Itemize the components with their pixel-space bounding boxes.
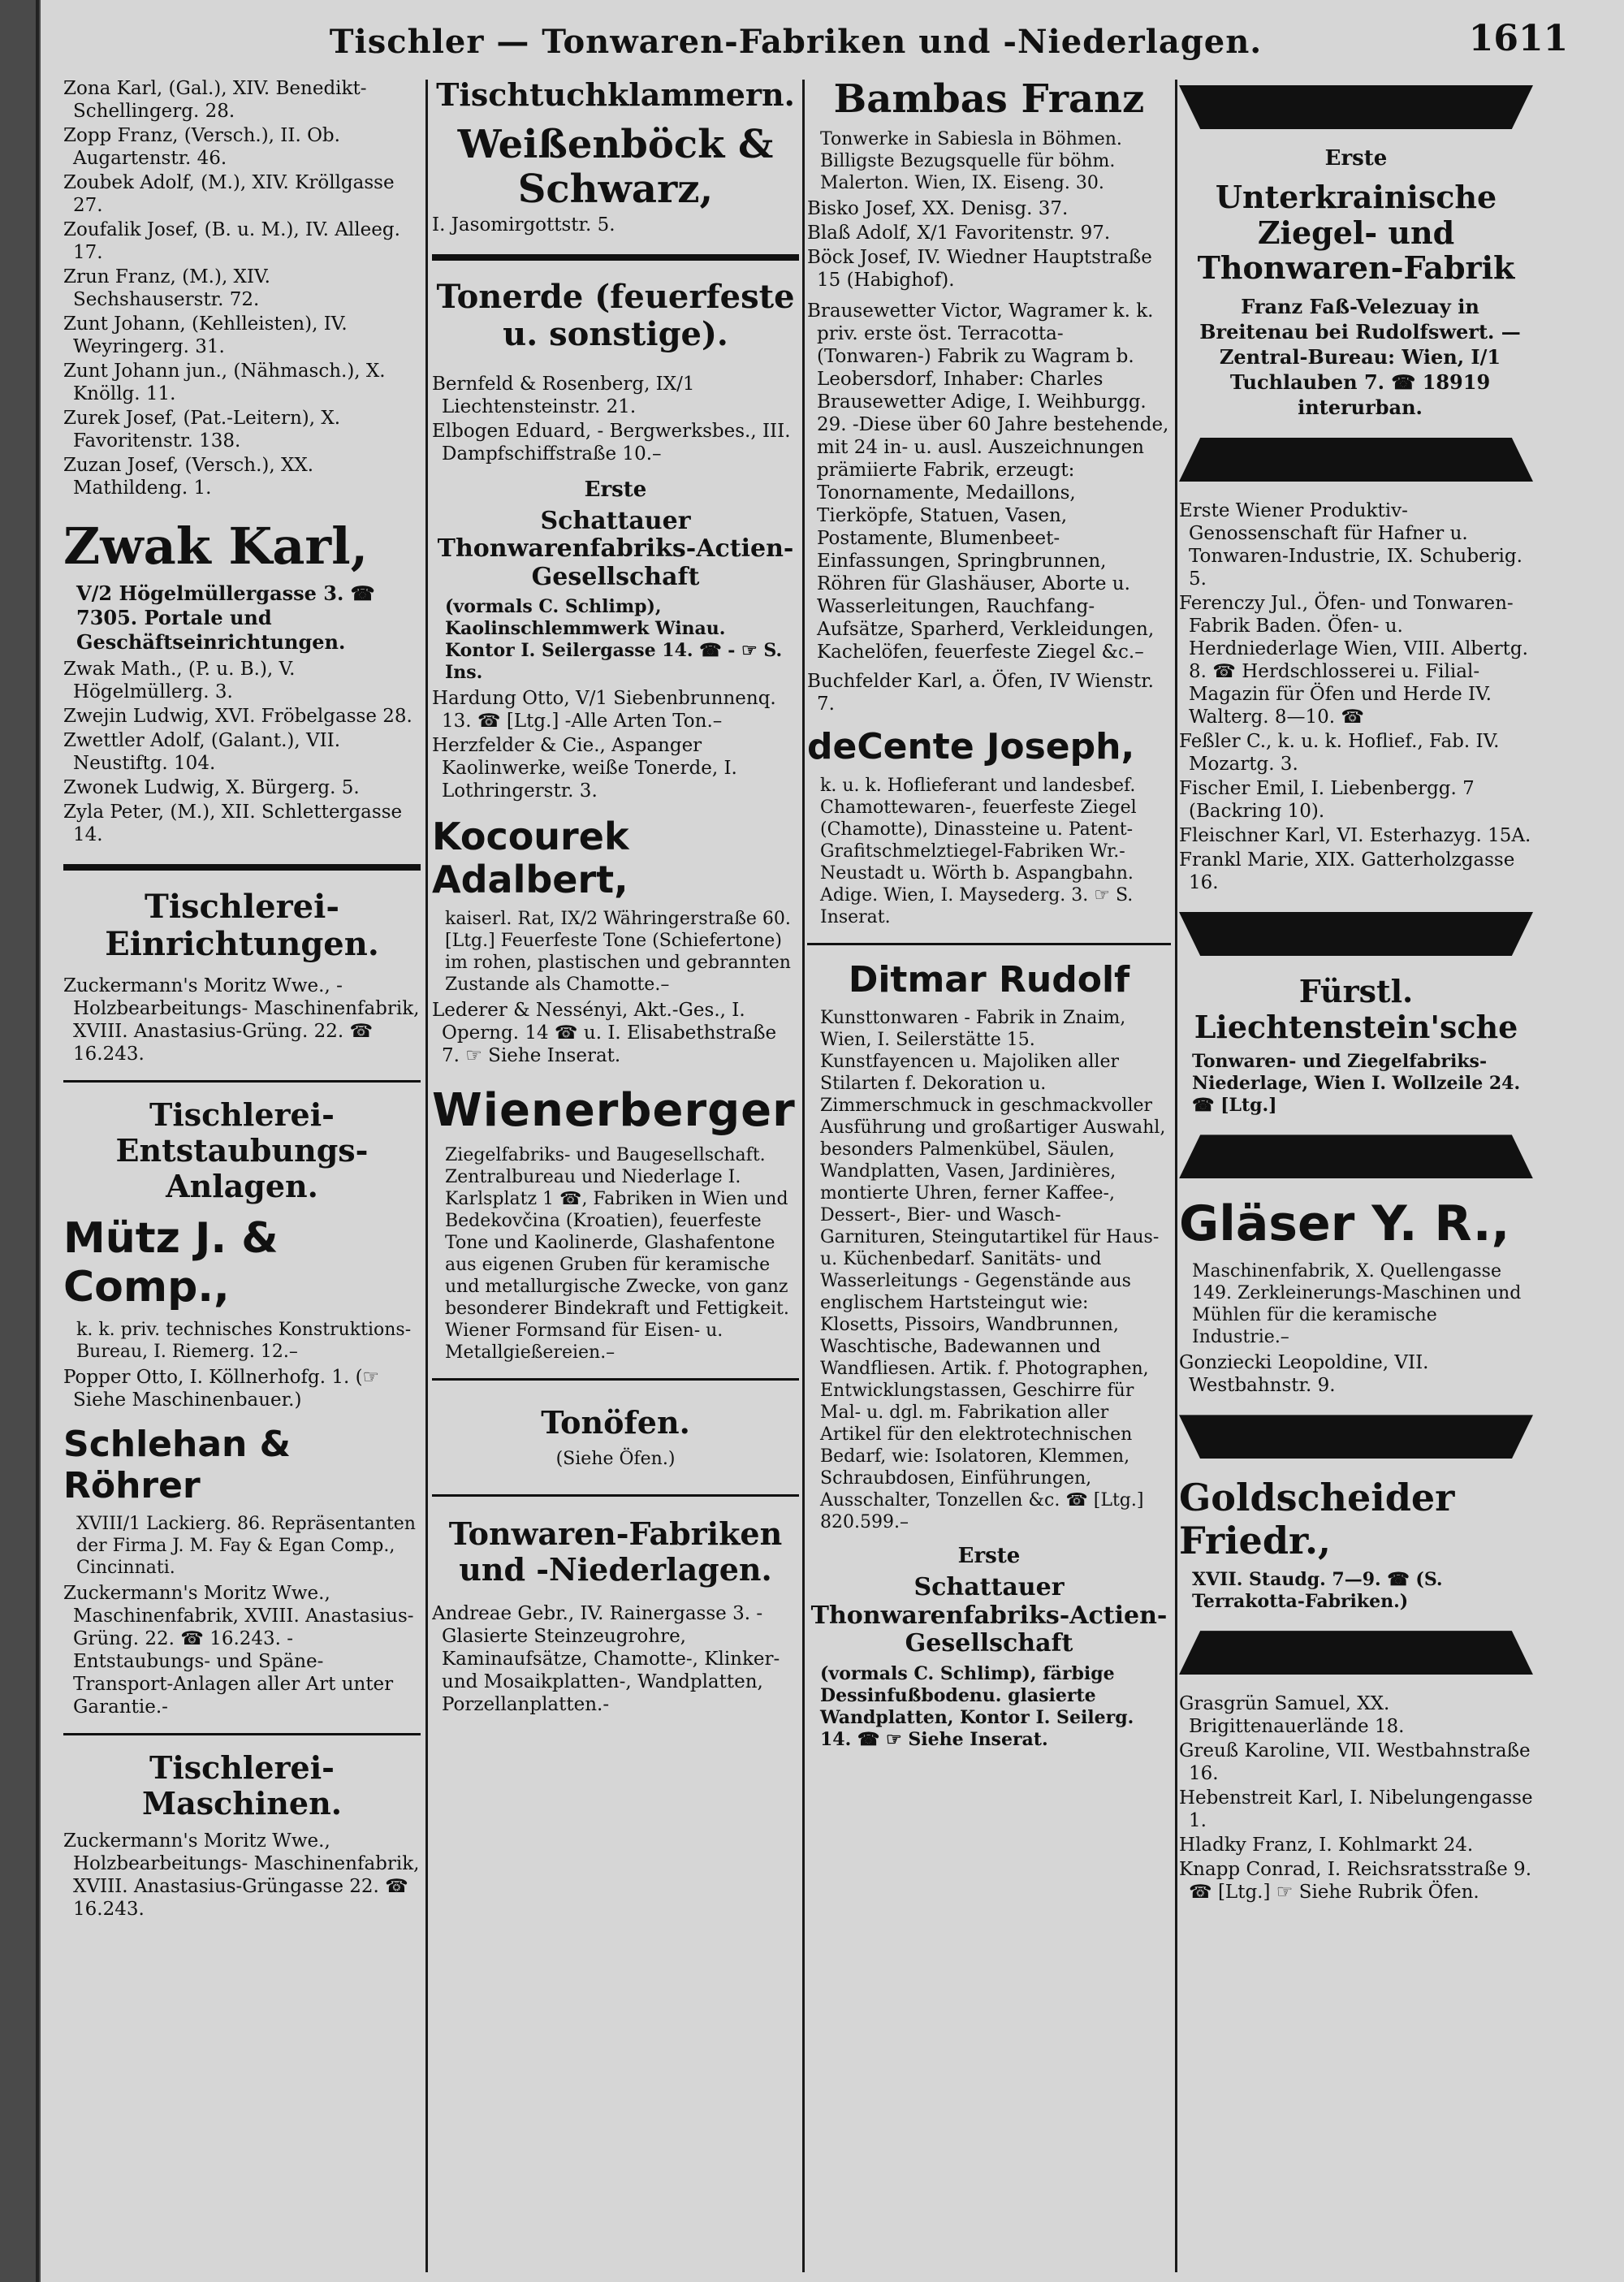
section-rule [63,1080,421,1083]
listing-entry: Fischer Emil, I. Liebenbergg. 7 (Backring 10). [1179,777,1475,822]
listing-entry: Böck Josef, IV. Wiedner Hauptstraße 15 (Habighof). [807,247,1152,292]
listing-entry: Andreae Gebr., IV. Rainergasse 3. -Glasierte Steinzeugrohre, Kaminaufsätze, Chamotte-, Klinker- und Mosaikplatten-, Wandplatten, Porzellanplatten.- [432,1602,780,1715]
listing-entry: Brausewetter Victor, Wagramer k. k. priv. erste öst. Terracotta- (Tonwaren-) Fabrik zu Wagram b. Leobersdorf, Inhaber: Charles Brausewetter Adige, I. Weihburgg. 29. -Diese über 60 Jahre bestehende, mit 24 in- u. ausl. Auszeichnungen prämiierte Fabrik, erzeugt: Tonornamente, Medaillons, Tierköpfe, Statuen, Vasen, Postamente, Blumenbeet-Einfassungen, Springbrunnen, Röhren für Glashäuser, Aborte u. Wasserleitungen, Rauchfang-Aufsätze, Sparherd, Verkleidungen, Kachelöfen, feuerfeste Ziegel &c.– [807,300,1169,663]
section-rule [432,1494,799,1497]
listing-entry: Zyla Peter, (M.), XII. Schlettergasse 14. [63,802,403,846]
column-4 [1179,77,1533,2270]
column-1 [63,77,421,2270]
advert-body: V/2 Högelmüllergasse 3. ☎ 7305. Portale und Geschäftseinrichtungen. [76,581,375,655]
advert-name: deCente Joseph, [807,726,1135,768]
advert-body: XVIII/1 Lackierg. 86. Repräsentanten der Firma J. M. Fay & Egan Comp., Cincinnati. [76,1514,416,1579]
ornament-bar [1179,1135,1533,1178]
listing-entry: Zwejin Ludwig, XVI. Fröbelgasse 28. [63,706,412,728]
listing-entry: Zopp Franz, (Versch.), II. Ob. Augartenstr. 46. [63,125,340,169]
listing-entry: Zuckermann's Moritz Wwe., Maschinenfabrik, XVIII. Anastasius-Grüng. 22. ☎ 16.243. -Entstaubungs- und Späne-Transport-Anlagen aller Art unter Garantie.- [63,1583,414,1718]
advert-body: (vormals C. Schlimp), färbige Dessinfußbodenu. glasierte Wandplatten, Kontor I. Seilerg. 14. ☎ ☞ Siehe Inserat. [820,1662,1134,1750]
advert-name: Gläser Y. R., [1179,1195,1510,1253]
section-note: (Siehe Öfen.) [555,1449,676,1470]
listing-entry: Zurek Josef, (Pat.-Leitern), X. Favoritenstr. 138. [63,408,341,452]
advert-name: Unterkrainische Ziegel- und Thonwaren-Fabrik [1197,178,1515,287]
column-2 [432,77,799,2270]
advert-name: Schattauer Thonwarenfabriks-Actien-Gesellschaft [437,506,794,591]
column-rule [802,80,805,2272]
page-header-title: Tischler — Tonwaren-Fabriken und -Niederlagen. [329,23,1263,61]
advert-body: Tonwerke in Sabiesla in Böhmen. Billigste Bezugsquelle für böhm. Malerton. Wien, IX. Eiseng. 30. [820,129,1122,194]
section-rule [63,864,421,871]
ornament-bar [1179,438,1533,482]
section-heading: Tonerde (feuerfeste u. sonstige). [436,278,795,354]
column-rule [425,80,428,2272]
listing-entry: Blaß Adolf, X/1 Favoritenstr. 97. [807,223,1111,244]
listing-entry: Bisko Josef, XX. Denisg. 37. [807,198,1069,220]
listing-entry: Knapp Conrad, I. Reichsratsstraße 9. ☎ [Ltg.] ☞ Siehe Rubrik Öfen. [1179,1859,1532,1904]
listing-entry: Zuckermann's Moritz Wwe., Holzbearbeitungs- Maschinenfabrik, XVIII. Anastasius-Grüngasse 22. ☎ 16.243. [63,1830,420,1920]
section-heading: Tischlerei-Maschinen. [142,1749,342,1822]
listing-entry: Herzfelder & Cie., Aspanger Kaolinwerke, weiße Tonerde, I. Lothringerstr. 3. [432,735,737,802]
advert-body: XVII. Staudg. 7—9. ☎ (S. Terrakotta-Fabriken.) [1192,1569,1443,1613]
listing-entry: Bernfeld & Rosenberg, IX/1 Liechtensteinstr. 21. [432,374,695,418]
advert-name: Zwak Karl, [63,516,369,576]
section-heading: Tischtuchklammern. [436,77,795,113]
listing-entry: Erste Wiener Produktiv-Genossenschaft für Hafner u. Tonwaren-Industrie, IX. Schuberig. 5. [1179,499,1522,590]
advert-name: Schlehan & Röhrer [63,1423,292,1506]
listing-entry: Zuckermann's Moritz Wwe., -Holzbearbeitungs- Maschinenfabrik, XVIII. Anastasius-Grüng. 22. ☎ 16.243. [63,975,420,1065]
listing-entry: Hebenstreit Karl, I. Nibelungengasse 1. [1179,1787,1533,1832]
listing-entry: Buchfelder Karl, a. Öfen, IV Wienstr. 7. [807,671,1154,715]
advert-label: Erste [1324,146,1388,171]
column-rule [1175,80,1177,2272]
advert-label: Erste [957,1544,1021,1569]
listing-entry: Zwettler Adolf, (Galant.), VII. Neustiftg. 104. [63,730,341,775]
listing-entry: Feßler C., k. u. k. Hoflief., Fab. IV. Mozartg. 3. [1179,730,1500,775]
listing-entry: Ferenczy Jul., Öfen- und Tonwaren-Fabrik Baden. Öfen- u. Herdniederlage Wien, VIII. Albertg. 8. ☎ Herdschlosserei u. Filial-Magazin für Öfen und Herde IV. Walterg. 8—10. ☎ [1179,592,1528,728]
advert-name: Wienerberger [432,1084,796,1138]
listing-entry: Zona Karl, (Gal.), XIV. Benedikt-Schellingerg. 28. [63,78,367,122]
listing-entry: Gonziecki Leopoldine, VII. Westbahnstr. 9. [1179,1352,1429,1397]
listing-entry: Zuzan Josef, (Versch.), XX. Mathildeng. 1. [63,455,314,499]
section-rule [807,943,1171,945]
section-rule [432,1378,799,1381]
advert-body: kaiserl. Rat, IX/2 Währingerstraße 60. [Ltg.] Feuerfeste Tone (Schiefertone) im rohen, plastischen und gebrannten Zustande als Chamotte.– [445,909,791,996]
section-rule [432,254,799,261]
page-number: 1611 [1468,18,1569,59]
ornament-bar [1179,1631,1533,1675]
listing-entry: Hardung Otto, V/1 Siebenbrunnenq. 13. ☎ [Ltg.] -Alle Arten Ton.– [432,688,776,733]
advert-name: Ditmar Rudolf [848,958,1130,1001]
listing-entry: Elbogen Eduard, - Bergwerksbes., III. Dampfschiffstraße 10.– [432,421,791,465]
ornament-bar [1179,85,1533,129]
advert-name: Mütz J. & Comp., [63,1214,279,1312]
listing-entry: Zrun Franz, (M.), XIV. Sechshauserstr. 72. [63,266,270,310]
advert-name: Goldscheider Friedr., [1179,1476,1455,1563]
advert-body: Kunsttonwaren - Fabrik in Znaim, Wien, I. Seilerstätte 15. Kunstfayencen u. Majoliken aller Stilarten f. Dekoration u. Zimmerschmuck in geschmackvoller Ausführung und großartiger Auswahl, besonders Palmenkübel, Säulen, Wandplatten, Vasen, Jardinières, montierte Uhren, ferner Kaffee-, Dessert-, Bier- und Wasch-Garnituren, Steingutartikel für Haus- u. Küchenbedarf. Sanitäts- und Wasserleitungs - Gegenstände aus englischem Hartsteingut wie: Klosetts, Pissoirs, Wandbrunnen, Waschtische, Badewannen und Wandfliesen. Artik. f. Photographen, Entwicklungstassen, Geschirre für Mal- u. dgl. m. Fabrikation aller Artikel für den elektrotechnischen Bedarf, wie: Isolatoren, Klemmen, Schraubdosen, Einführungen, Ausschalter, Tonzellen &c. ☎ [Ltg.] 820.599.– [820,1008,1166,1533]
listing-entry: Lederer & Nessényi, Akt.-Ges., I. Operng. 14 ☎ u. I. Elisabethstraße 7. ☞ Siehe Inserat. [432,1000,777,1067]
listing-entry: Greuß Karoline, VII. Westbahnstraße 16. [1179,1740,1531,1785]
advert-body: Maschinenfabrik, X. Quellengasse 149. Zerkleinerungs-Maschinen und Mühlen für die keramische Industrie.– [1192,1261,1522,1348]
section-heading: Tonwaren-Fabriken und -Niederlagen. [448,1515,783,1588]
section-heading: Tonöfen. [541,1403,690,1441]
advert-name: Bambas Franz [833,77,1145,122]
advert-label: Erste [584,478,647,503]
advert-name: Kocourek Adalbert, [432,815,629,902]
listing-entry: Popper Otto, I. Köllnerhofg. 1. (☞ Siehe Maschinenbauer.) [63,1366,380,1411]
listing-entry: Zunt Johann jun., (Nähmasch.), X. Knöllg. 11. [63,361,386,404]
listing-entry: Hladky Franz, I. Kohlmarkt 24. [1179,1835,1474,1856]
advert-name: Fürstl. Liechtenstein'sche [1194,972,1518,1045]
advert-name: Weißenböck & Schwarz, [457,121,774,212]
ornament-bar [1179,912,1533,956]
ornament-bar [1179,1415,1533,1459]
listing-entry: Zunt Johann, (Kehlleisten), IV. Weyringerg. 31. [63,313,348,357]
advert-body: Ziegelfabriks- und Baugesellschaft. Zentralbureau und Niederlage I. Karlsplatz 1 ☎, Fabriken in Wien und Bedekovčina (Kroatien), feuerfeste Tone und Kaolinerde, Glashafentone aus eigenen Gruben für keramische und metallurgische Zwecke, von ganz besonderer Bindekraft und Fettigkeit. Wiener Formsand für Eisen- u. Metallgießereien.– [445,1144,789,1363]
advert-body: k. k. priv. technisches Konstruktions-Bureau, I. Riemerg. 12.– [76,1319,412,1362]
binding-strip [0,0,41,2282]
listing-entry: Zoufalik Josef, (B. u. M.), IV. Alleeg. 17. [63,219,400,263]
advert-body: (vormals C. Schlimp), Kaolinschlemmwerk Winau. Kontor I. Seilergasse 14. ☎ - ☞ S. Ins. [445,596,783,684]
listing-entry: Fleischner Karl, VI. Esterhazyg. 15A. [1179,824,1531,846]
section-rule [63,1733,421,1735]
section-heading: Tischlerei-Entstaubungs-Anlagen. [115,1096,369,1204]
listing-entry: I. Jasomirgottstr. 5. [432,214,615,236]
listing-entry: Zoubek Adolf, (M.), XIV. Kröllgasse 27. [63,172,395,216]
advert-name: Schattauer Thonwarenfabriks-Actien-Gesellschaft [810,1573,1168,1658]
listing-entry: Grasgrün Samuel, XX. Brigittenauerlände 18. [1179,1693,1405,1738]
column-3 [807,77,1171,2270]
advert-body: Franz Faß-Velezuay in Breitenau bei Rudolfswert. — Zentral-Bureau: Wien, I/1 Tuchlauben 7. ☎ 18919 interurban. [1199,294,1521,419]
listing-entry: Zwak Math., (P. u. B.), V. Högelmüllerg. 3. [63,659,296,703]
listing-entry: Frankl Marie, XIX. Gatterholzgasse 16. [1179,849,1515,893]
advert-body: k. u. k. Hoflieferant und landesbef. Chamottewaren-, feuerfeste Ziegel (Chamotte), Dinassteine u. Patent-Grafitschmelztiegel-Fabriken Wr.-Neustadt u. Wörth b. Aspangbahn. Adige. Wien, I. Maysederg. 3. ☞ S. Inserat. [820,775,1137,927]
advert-body: Tonwaren- und Ziegelfabriks-Niederlage, Wien I. Wollzeile 24. ☎ [Ltg.] [1192,1051,1521,1117]
listing-entry: Zwonek Ludwig, X. Bürgerg. 5. [63,777,360,799]
section-heading: Tischlerei-Einrichtungen. [105,888,379,964]
